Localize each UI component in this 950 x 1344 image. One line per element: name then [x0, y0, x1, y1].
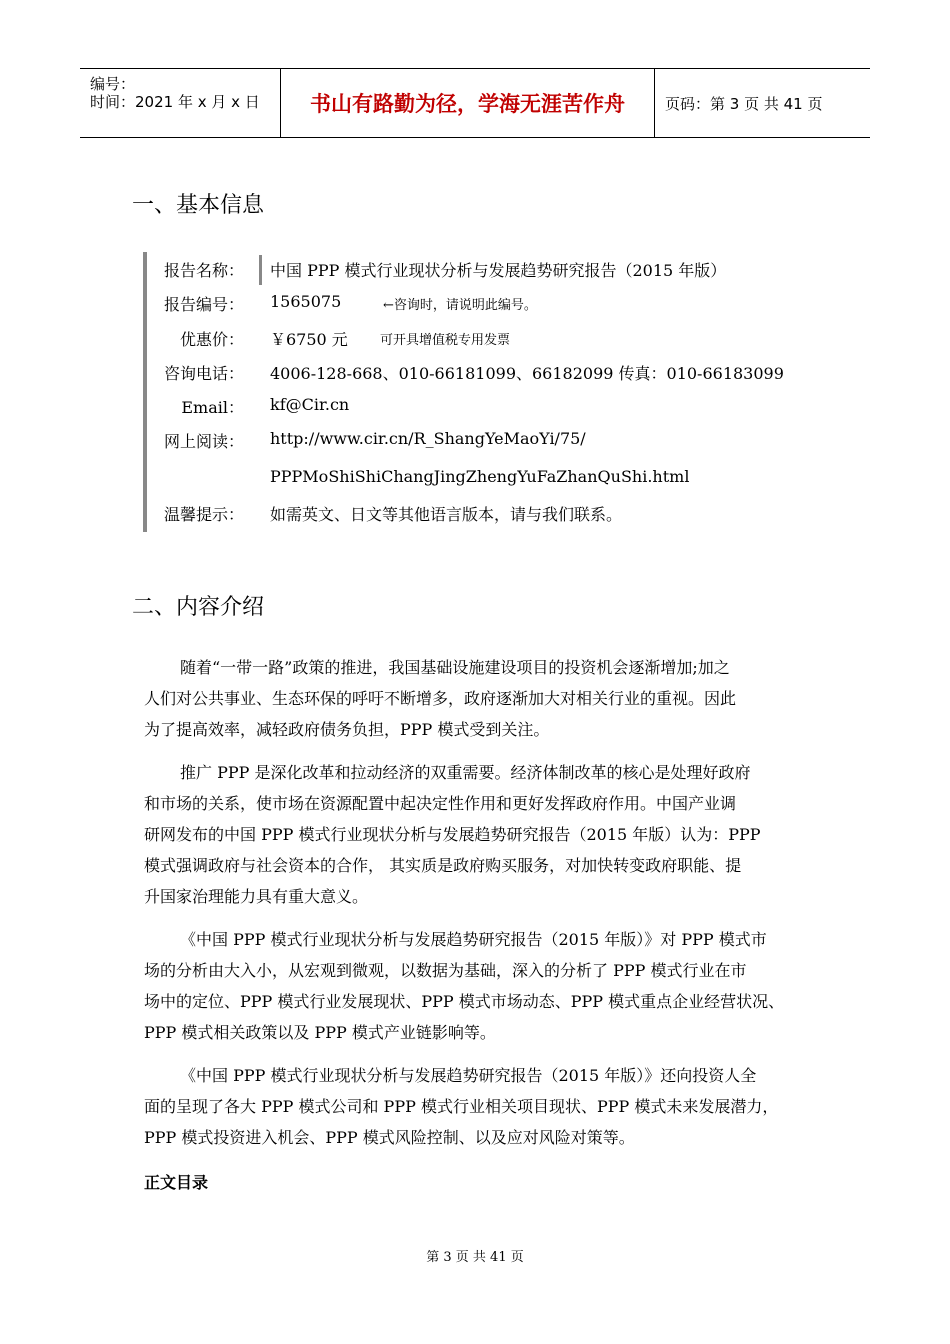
info-label: 咨询电话：	[164, 364, 245, 383]
info-block-bar	[143, 252, 147, 532]
paragraph-line: 推广 PPP 是深化改革和拉动经济的双重需要。经济体制改革的核心是处理好政府	[180, 763, 751, 782]
info-value: ￥6750 元	[270, 330, 348, 349]
paragraph-line: 升国家治理能力具有重大意义。	[144, 887, 369, 906]
paragraph-line: PPP 模式相关政策以及 PPP 模式产业链影响等。	[144, 1023, 496, 1042]
section-title-content-intro: 二、内容介绍	[132, 595, 265, 620]
info-note: ←咨询时，请说明此编号。	[383, 298, 537, 313]
info-label: 报告编号：	[164, 295, 245, 314]
info-label: 温馨提示：	[164, 505, 245, 524]
info-value[interactable]: kf@Cir.cn	[270, 395, 350, 414]
info-value: 1565075	[270, 292, 342, 311]
info-label: 报告名称：	[164, 261, 245, 280]
paragraph	[144, 757, 820, 912]
info-value: 中国 PPP 模式行业现状分析与发展趋势研究报告（2015 年版）	[270, 261, 727, 280]
info-value[interactable]: PPPMoShiShiChangJingZhengYuFaZhanQuShi.html	[270, 467, 690, 486]
toc-heading: 正文目录	[144, 1173, 209, 1192]
number-label: 编号：	[90, 75, 136, 93]
paragraph-line: 《中国 PPP 模式行业现状分析与发展趋势研究报告（2015 年版）》还向投资人全	[180, 1066, 757, 1085]
paragraph-line: 和市场的关系，使市场在资源配置中起决定性作用和更好发挥政府作用。中国产业调	[144, 794, 737, 813]
section-title-basic-info: 一、基本信息	[132, 193, 265, 218]
header-motto: 书山有路勤为径，学海无涯苦作舟	[281, 69, 655, 137]
paragraph-line: 研网发布的中国 PPP 模式行业现状分析与发展趋势研究报告（2015 年版）认为：PPP	[144, 825, 761, 844]
time-label: 时间：2021 年 x 月 x 日	[90, 93, 260, 111]
paragraph-line: 随着“一带一路”政策的推进，我国基础设施建设项目的投资机会逐渐增加;加之	[180, 658, 730, 677]
info-value: 如需英文、日文等其他语言版本，请与我们联系。	[270, 505, 623, 524]
info-label: Email：	[181, 398, 244, 417]
paragraph	[144, 652, 820, 745]
info-label: 优惠价：	[179, 330, 244, 349]
info-label: 网上阅读：	[164, 432, 245, 451]
page-footer: 第 3 页 共 41 页	[426, 1250, 524, 1265]
paragraph-line: 模式强调政府与社会资本的合作， 其实质是政府购买服务，对加快转变政府职能、提	[144, 856, 742, 875]
paragraph	[144, 1060, 820, 1153]
paragraph	[144, 924, 820, 1048]
report-name-bar	[259, 255, 262, 285]
header-page-code: 页码：第 3 页 共 41 页	[665, 94, 823, 113]
paragraph-line: 场中的定位、PPP 模式行业发展现状、PPP 模式市场动态、PPP 模式重点企业经营状况、	[144, 992, 785, 1011]
page-header	[80, 68, 870, 138]
paragraph-line: 人们对公共事业、生态环保的呼吁不断增多，政府逐渐加大对相关行业的重视。因此	[144, 689, 737, 708]
info-value: 4006-128-668、010-66181099、66182099 传真：010-66183099	[270, 364, 784, 383]
paragraph-line: PPP 模式投资进入机会、PPP 模式风险控制、以及应对风险对策等。	[144, 1128, 635, 1147]
paragraph-line: 《中国 PPP 模式行业现状分析与发展趋势研究报告（2015 年版）》对 PPP 模式市	[180, 930, 767, 949]
info-note: 可开具增值税专用发票	[380, 333, 511, 348]
paragraph-line: 面的呈现了各大 PPP 模式公司和 PPP 模式行业相关项目现状、PPP 模式未来发展潜力，	[144, 1097, 779, 1116]
paragraph-line: 场的分析由大入小，从宏观到微观，以数据为基础，深入的分析了 PPP 模式行业在市	[144, 961, 747, 980]
info-value[interactable]: http://www.cir.cn/R_ShangYeMaoYi/75/	[270, 429, 586, 448]
header-meta	[80, 69, 281, 137]
paragraph-line: 为了提高效率，减轻政府债务负担，PPP 模式受到关注。	[144, 720, 550, 739]
